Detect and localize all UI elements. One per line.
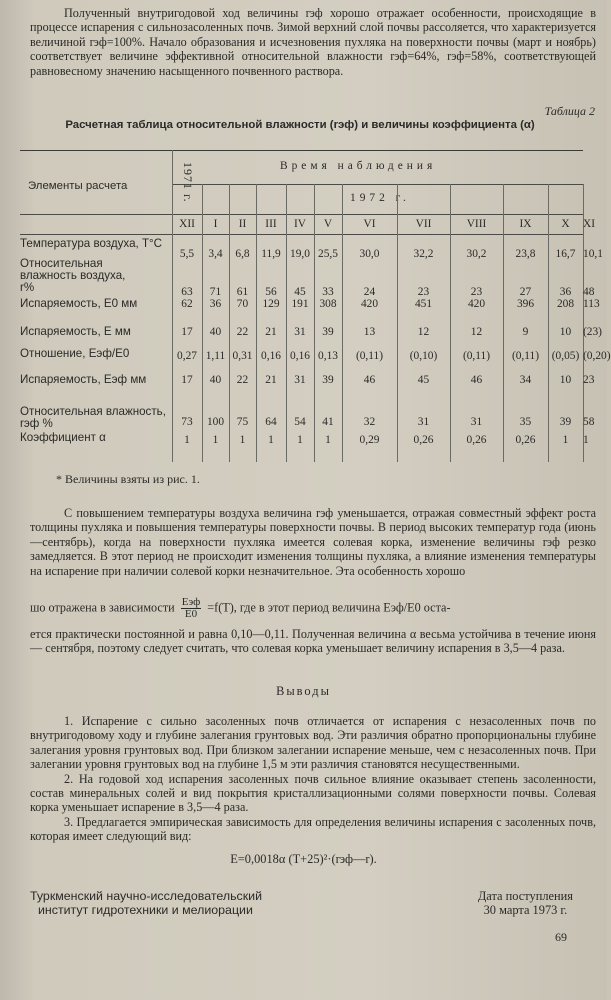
- data-table: Элементы расчета 1971 г. Время наблюдения 1972 г. XII I II III IV V VI VII VIII IX X XI Температура воздуха, T°C 5,5 3,4 6,8 11,9 19,0 25,5 30,0 32,2 30,2 23,8 16,7 10,1 Относительная влажность воздуха, r% 63 71 61 56 45 33 24 23 23 27 36 48 Испаряемость, E0 мм 62 36 70 129 191 308 420 451 420 396 208 113 Испаряемость, E мм 17 40 22 21 31 39 13 12 12 9 10 (23) Отношение, Eэф/E0 0,27 1,11 0,31 0,16 0,16 0,13 (0,11) (0,10) (0,11) (0,11) (0,05) (0,20) Испаряемость, Eэф мм 17 40 22 21 31 39 46 45 46 34 10 23 Относительная влажность, rэф % 73 100 75 64 54 41 32 31 31 35 39 58 Коэффициент α 1 1 1 1 1 1 0,29 0,26 0,26 0,26 1 1: [20, 150, 583, 462]
- month-header: II: [238, 218, 247, 230]
- table-cell: (0,05): [551, 350, 580, 362]
- equation: E=0,0018α (T+25)²·(rэф—r).: [230, 852, 377, 866]
- table-cell: 21: [265, 326, 277, 338]
- month-header: V: [323, 218, 333, 230]
- row-label: Относительная влажность, rэф %: [20, 405, 166, 431]
- table-cell: 1: [562, 434, 569, 446]
- table-cell: 21: [265, 374, 277, 386]
- table-cell: 23,8: [515, 248, 536, 260]
- header-year-1971-wrap: [178, 162, 200, 212]
- table-cell: 64: [265, 416, 277, 428]
- table-cell: 34: [519, 374, 532, 386]
- table-cell: 420: [467, 298, 486, 310]
- body-paragraph-2: С повышением температуры воздуха величина rэф уменьшается, отражая совместный эффект роста толщины пухляка и повышения температуры поверхности почвы. В период высоких температур года (июнь—сентябрь), когда на поверхности пухляка имеется солевая корка, изменение величины rэф резко замедляется. В этот период не происходит изменения толщины пухляка, а влияние изменения температуры на испарение при наличии солевой корки незначительное. Эта особенность хорошо: [30, 506, 596, 578]
- table-cell: 1,11: [205, 350, 226, 362]
- table-cell: 22: [236, 374, 249, 386]
- table-cell: 39: [322, 326, 334, 338]
- table-cell: 39: [559, 416, 572, 428]
- table-cell: 0,27: [177, 350, 197, 362]
- table-cell: 30,0: [359, 248, 380, 260]
- header-year-1971: 1971 г.: [181, 162, 195, 203]
- table-cell: 45: [417, 374, 430, 386]
- table-cell: 1: [184, 434, 190, 446]
- table-cell: 100: [206, 416, 225, 428]
- header-rule-2: [20, 214, 583, 215]
- table-top-rule: [20, 150, 583, 151]
- fraction-numerator: Eэф: [181, 596, 201, 608]
- table-cell: (0,11): [462, 350, 491, 362]
- body-paragraph-3: ется практически постоянной и равна 0,10—0,11. Полученная величина α весьма устойчива в течение июня — сентября, поэтому следует считать, что солевая корка уменьшает величину испарения в 3,5—4 раза.: [30, 627, 596, 656]
- table-cell: 75: [236, 416, 249, 428]
- table-cell: 71: [209, 286, 222, 298]
- table-cell: 0,26: [466, 434, 487, 446]
- table-cell: 62: [181, 298, 193, 310]
- table-cell: 308: [319, 298, 337, 310]
- table-cell: 30,2: [466, 248, 487, 260]
- intro-paragraph: Полученный внутригодовой ход величины rэф хорошо отражает особенности, происходящие в процессе испарения с сильнозасоленных почв. Зимой верхний слой почвы рассоляется, что характеризуется величиной rэф=100%. Начало образования и исчезновения пухляка на поверхности почвы (март и ноябрь) соответствует величине эффективной относительной влажности rэф=64%, rэф=58%, соответствующей равновесному значению насыщенного почвенного раствора.: [30, 6, 596, 78]
- table-cell: 5,5: [179, 248, 195, 260]
- table-cell: 33: [322, 286, 334, 298]
- table-cell: 17: [181, 326, 193, 338]
- date-line: 30 марта 1973 г.: [483, 903, 568, 918]
- table-cell: 35: [519, 416, 532, 428]
- table-cell: 420: [360, 298, 379, 310]
- table-cell: (0,11): [511, 350, 540, 362]
- month-header: VII: [415, 218, 432, 230]
- institute-line: Туркменский научно-исследовательский: [30, 889, 263, 903]
- table-cell: 31: [294, 374, 306, 386]
- table-cell: 13: [363, 326, 376, 338]
- table-cell: 129: [262, 298, 280, 310]
- header-rule-1: [172, 184, 583, 185]
- footnote: * Величины взяты из рис. 1.: [56, 472, 200, 486]
- table-cell: 0,13: [318, 350, 338, 362]
- fraction-denominator: E0: [184, 608, 198, 620]
- month-header: VI: [363, 218, 376, 230]
- table-cell: 10: [559, 374, 572, 386]
- table-cell: 61: [236, 286, 249, 298]
- table-cell: 45: [294, 286, 306, 298]
- header-year-1972: 1972 г.: [350, 192, 410, 204]
- table-cell: 1: [239, 434, 246, 446]
- table-cell: 73: [181, 416, 193, 428]
- table-cell: 63: [181, 286, 193, 298]
- table-cell: 396: [516, 298, 535, 310]
- row-label: Испаряемость, E0 мм: [20, 297, 138, 310]
- table-cell: 1: [325, 434, 331, 446]
- header-time: Время наблюдения: [280, 160, 437, 172]
- conclusions: [30, 714, 596, 844]
- received-date: [478, 889, 573, 918]
- table-cell: 191: [291, 298, 309, 310]
- formula-before: шо отражена в зависимости: [30, 600, 175, 615]
- table-cell: 22: [236, 326, 249, 338]
- table-cell: 56: [265, 286, 277, 298]
- table-cell: 451: [414, 298, 433, 310]
- table-cell: 19,0: [290, 248, 310, 260]
- table-cell: 1: [212, 434, 219, 446]
- page-number: 69: [555, 930, 567, 944]
- conclusion-item: 2. На годовой ход испарения засоленных почв сильное влияние оказывает степень засоленности, состав минеральных солей и вид покрытия кристаллизационными солями поверхности почвы. Солевая корка уменьшает испарение в 3,5—4 раза.: [30, 771, 596, 815]
- table-cell: 12: [470, 326, 483, 338]
- table-cell: 23: [470, 286, 483, 298]
- table-cell: 70: [236, 298, 249, 310]
- conclusion-item: 3. Предлагается эмпирическая зависимость для определения величины испарения с засоленных почв, которая имеет следующий вид:: [30, 814, 596, 844]
- date-line: Дата поступления: [477, 889, 573, 903]
- row-label: Испаряемость, E мм: [20, 325, 131, 338]
- header-elements: Элементы расчета: [28, 180, 128, 192]
- formula-after: =f(T), где в этот период величина Eэф/E0 оста-: [207, 600, 451, 615]
- table-cell: 1: [297, 434, 303, 446]
- table-cell: 0,31: [232, 350, 253, 362]
- month-header: IV: [293, 218, 307, 230]
- table-cell: 31: [294, 326, 306, 338]
- header-rule-3: [20, 234, 583, 235]
- table-cell: 17: [181, 374, 193, 386]
- row-label: Температура воздуха, T°C: [20, 237, 163, 250]
- table-cell: 0,16: [290, 350, 310, 362]
- month-header: XII: [179, 218, 195, 230]
- row-label: Коэффициент α: [20, 431, 106, 444]
- table-cell: 24: [363, 286, 376, 298]
- table-cell: 208: [556, 298, 575, 310]
- table-cell: 0,26: [413, 434, 434, 446]
- table-cell: 40: [209, 374, 222, 386]
- table-cell: 16,7: [555, 248, 576, 260]
- table-cell: 40: [209, 326, 222, 338]
- month-header: I: [213, 218, 218, 230]
- table-cell: 25,5: [318, 248, 338, 260]
- month-header: VIII: [466, 218, 487, 230]
- table-cell: 0,29: [359, 434, 380, 446]
- table-cell: 41: [322, 416, 334, 428]
- table-cell: 0,26: [515, 434, 536, 446]
- table-cell: 54: [294, 416, 306, 428]
- table-cell: (0,10): [409, 350, 438, 362]
- table-cell: 39: [322, 374, 334, 386]
- table-cell: 10: [559, 326, 572, 338]
- conclusion-item: 1. Испарение с сильно засоленных почв отличается от испарения с незасоленных почв по внутригодовому ходу и глубине залегания грунтовых вод. Эти различия обратно пропорциональны глубине залегания уровня грунтовых вод. При близком залегании испарение меньше, чем с незасоленных почв. При залегании уровня грунтовых вод на глубине 1,5 м эти различия становятся несущественными.: [30, 714, 596, 772]
- month-header: X: [561, 218, 570, 230]
- table-cell: 0,16: [261, 350, 281, 362]
- table-cell: 36: [559, 286, 572, 298]
- month-header: III: [265, 218, 277, 230]
- row-label: Относительная влажность воздуха, r%: [20, 257, 126, 295]
- table-cell: 9: [522, 326, 529, 338]
- institute: [30, 889, 262, 918]
- formula-line: [30, 597, 596, 620]
- conclusions-heading: Выводы: [276, 684, 331, 698]
- table-cell: 1: [268, 434, 274, 446]
- table-cell: 11,9: [261, 248, 281, 260]
- month-header: IX: [519, 218, 532, 230]
- table-cell: 36: [209, 298, 222, 310]
- table-title: Расчетная таблица относительной влажности (rэф) и величины коэффициента (α): [65, 119, 535, 131]
- row-label: Отношение, Eэф/E0: [20, 347, 130, 360]
- table-cell: 12: [417, 326, 430, 338]
- table-cell: 46: [470, 374, 483, 386]
- table-cell: (0,11): [355, 350, 384, 362]
- table-cell: 23: [417, 286, 430, 298]
- table-cell: 31: [417, 416, 430, 428]
- table-cell: 46: [363, 374, 376, 386]
- table-cell: 27: [519, 286, 532, 298]
- table-cell: 3,4: [208, 248, 223, 260]
- table-cell: 32: [363, 416, 376, 428]
- table-cell: 32,2: [413, 248, 434, 260]
- table-label: Таблица 2: [544, 104, 595, 118]
- fraction: [181, 597, 202, 620]
- institute-line: институт гидротехники и мелиорации: [38, 903, 253, 918]
- row-label: Испаряемость, Eэф мм: [20, 373, 147, 386]
- table-cell: 6,8: [235, 248, 250, 260]
- table-cell: 31: [470, 416, 483, 428]
